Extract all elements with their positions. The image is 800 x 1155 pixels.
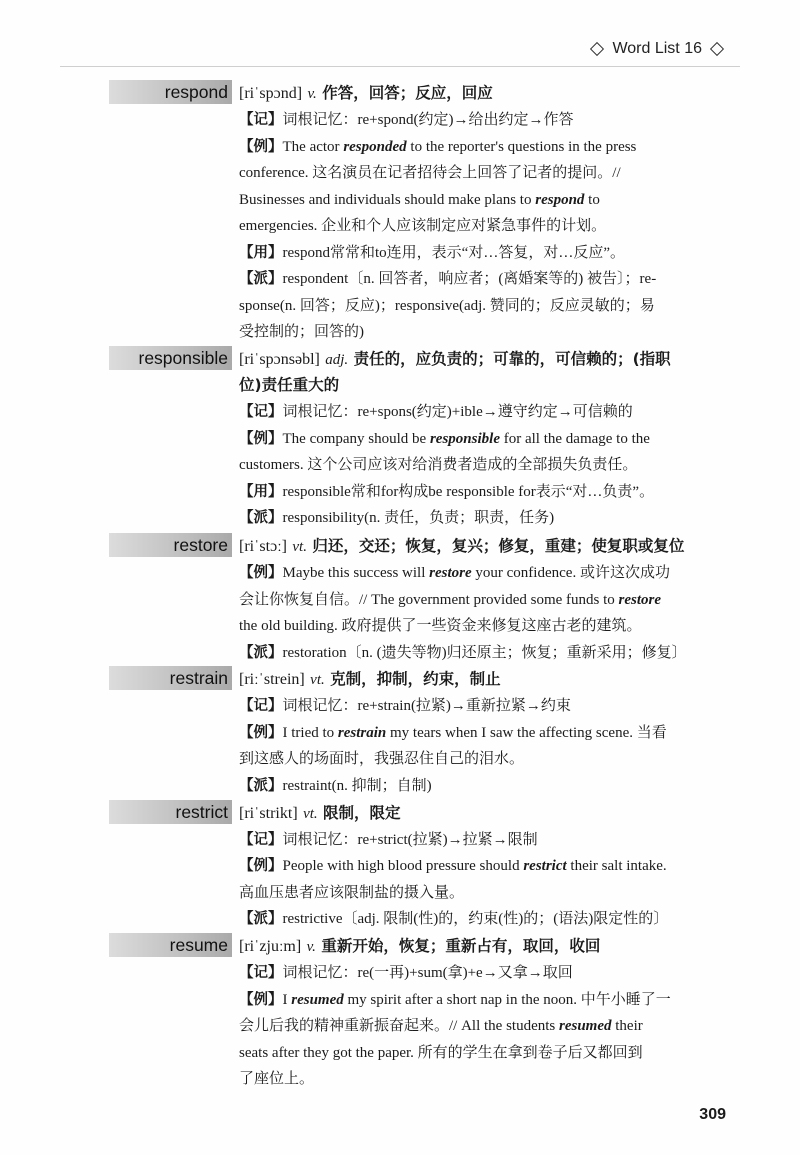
derive-label: 【派】	[239, 778, 283, 794]
derive-label: 【派】	[239, 911, 283, 927]
memory-line	[239, 960, 731, 987]
example-keyword: responded	[343, 139, 407, 155]
meaning: 重新开始，恢复；重新占有，取回，收回	[321, 937, 601, 955]
headword-tag: restrict	[109, 800, 232, 824]
phonetic: [riˈstɔː]	[239, 538, 287, 555]
part-of-speech: vt.	[303, 806, 318, 822]
part-of-speech: v.	[306, 939, 316, 955]
derive-label: 【派】	[239, 271, 283, 287]
headword-line	[239, 934, 731, 959]
usage-text: respond常常和to连用，表示“对…答复，对…反应”。	[282, 245, 625, 261]
derive-line	[239, 640, 731, 667]
example-label: 【例】	[239, 858, 283, 874]
memory-line	[239, 399, 731, 426]
part-of-speech: vt.	[292, 539, 307, 555]
example-keyword: respond	[535, 192, 585, 208]
headword-line	[239, 81, 731, 106]
memory-text: 词根记忆：re+spond(约定)→给出约定→作答	[282, 112, 574, 128]
example-line: 了座位上。	[239, 1071, 315, 1087]
header-divider	[60, 66, 740, 67]
example-text: their salt intake.	[570, 858, 667, 874]
headword-line	[239, 667, 731, 692]
derive-text: restoration〔n. (遗失等物)归还原主；恢复；重新采用；修复〕	[282, 645, 687, 661]
diamond-icon	[710, 42, 724, 56]
derive-text: restraint(n. 抑制；自制)	[282, 778, 432, 794]
derive-text: respondent〔n. 回答者，响应者；(离婚案等的) 被告〕；re-	[282, 271, 657, 287]
example-line: customers. 这个公司应该对给消费者造成的全部损失负责任。	[239, 457, 638, 473]
page-header	[588, 40, 726, 58]
phonetic: [riˈstrikt]	[239, 805, 298, 822]
usage-label: 【用】	[239, 245, 283, 261]
memory-label: 【记】	[239, 965, 283, 981]
derive-line: sponse(n. 回答；反应)；responsive(adj. 赞同的；反应灵敏的；易	[239, 298, 655, 314]
memory-label: 【记】	[239, 832, 283, 848]
derive-line	[239, 505, 731, 532]
example-line	[239, 187, 731, 214]
memory-line	[239, 107, 731, 134]
memory-label: 【记】	[239, 698, 283, 714]
part-of-speech: adj.	[325, 352, 349, 368]
example-keyword: resumed	[559, 1018, 612, 1034]
example-line: conference. 这名演员在记者招待会上回答了记者的提问。//	[239, 165, 621, 181]
example-text: I	[282, 992, 288, 1008]
meaning: 作答，回答；反应，回应	[322, 84, 493, 102]
phonetic: [riˈzjuːm]	[239, 938, 302, 955]
meaning: 限制，限定	[323, 804, 401, 822]
example-keyword: restrict	[523, 858, 567, 874]
example-line	[239, 134, 731, 161]
example-keyword: restore	[618, 592, 662, 608]
example-text: 会让你恢复自信。// The government provided some funds to	[239, 592, 615, 608]
example-text: 会儿后我的精神重新振奋起来。// All the students	[239, 1018, 556, 1034]
example-line	[239, 587, 731, 614]
derive-line	[239, 266, 731, 293]
example-label: 【例】	[239, 565, 283, 581]
example-text: Businesses and individuals should make plans to	[239, 192, 532, 208]
example-text: The company should be	[282, 431, 427, 447]
example-keyword: resumed	[291, 992, 344, 1008]
usage-text: responsible常和for构成be responsible for表示“对…负责”。	[282, 484, 655, 500]
example-line: the old building. 政府提供了一些资金来修复这座古老的建筑。	[239, 618, 642, 634]
headword-tag: restore	[109, 533, 232, 557]
example-label: 【例】	[239, 431, 283, 447]
derive-line: 受控制的；回答的)	[239, 324, 364, 340]
usage-line	[239, 240, 731, 267]
headword-line	[239, 347, 731, 372]
derive-label: 【派】	[239, 510, 283, 526]
example-text: I tried to	[282, 725, 335, 741]
example-line: emergencies. 企业和个人应该制定应对紧急事件的计划。	[239, 218, 607, 234]
memory-label: 【记】	[239, 112, 283, 128]
page-number: 309	[699, 1106, 726, 1123]
derive-line	[239, 906, 731, 933]
example-label: 【例】	[239, 139, 283, 155]
phonetic: [riˈspɔnd]	[239, 85, 303, 102]
example-text: Maybe this success will	[282, 565, 426, 581]
example-text: their	[615, 1018, 643, 1034]
example-line	[239, 987, 731, 1014]
headword-tag: respond	[109, 80, 232, 104]
phonetic: [riːˈstrein]	[239, 671, 305, 688]
usage-label: 【用】	[239, 484, 283, 500]
derive-text: restrictive〔adj. 限制(性)的，约束(性)的；(语法)限定性的〕	[282, 911, 669, 927]
part-of-speech: v.	[307, 86, 317, 102]
example-text: my spirit after a short nap in the noon. 中午小睡了一	[347, 992, 671, 1008]
example-line	[239, 560, 731, 587]
example-line	[239, 426, 731, 453]
example-line	[239, 720, 731, 747]
word-list-title: Word List 16	[612, 40, 702, 57]
example-label: 【例】	[239, 992, 283, 1008]
example-line	[239, 853, 731, 880]
headword-tag: restrain	[109, 666, 232, 690]
derive-label: 【派】	[239, 645, 283, 661]
memory-line	[239, 827, 731, 854]
example-line: seats after they got the paper. 所有的学生在拿到卷子后又都回到	[239, 1045, 643, 1061]
meaning: 责任的，应负责的；可靠的，可信赖的；(指职	[353, 350, 671, 368]
example-label: 【例】	[239, 725, 283, 741]
headword-line	[239, 534, 731, 559]
memory-text: 词根记忆：re+spons(约定)+ible→遵守约定→可信赖的	[282, 404, 633, 420]
memory-text: 词根记忆：re(一再)+sum(拿)+e→又拿→取回	[282, 965, 573, 981]
example-text: my tears when I saw the affecting scene. 当看	[390, 725, 667, 741]
headword-tag: resume	[109, 933, 232, 957]
example-text: to the reporter's questions in the press	[410, 139, 637, 155]
example-keyword: responsible	[429, 431, 500, 447]
example-text: The actor	[282, 139, 340, 155]
example-text: your confidence. 或许这次成功	[475, 565, 670, 581]
example-text: for all the damage to the	[503, 431, 650, 447]
example-line	[239, 1013, 731, 1040]
derive-line	[239, 773, 731, 800]
headword-line	[239, 801, 731, 826]
memory-line	[239, 693, 731, 720]
meaning: 克制，抑制，约束，制止	[330, 670, 501, 688]
example-keyword: restore	[429, 565, 472, 581]
example-line: 高血压患者应该限制盐的摄入量。	[239, 885, 465, 901]
example-keyword: restrain	[337, 725, 387, 741]
memory-text: 词根记忆：re+strain(拉紧)→重新拉紧→约束	[282, 698, 571, 714]
memory-text: 词根记忆：re+strict(拉紧)→拉紧→限制	[282, 832, 538, 848]
phonetic: [riˈspɔnsəbl]	[239, 351, 320, 368]
diamond-icon	[590, 42, 604, 56]
example-line: 到这感人的场面时，我强忍住自己的泪水。	[239, 751, 525, 767]
headword-tag: responsible	[109, 346, 232, 370]
derive-text: responsibility(n. 责任，负责；职责，任务)	[282, 510, 555, 526]
meaning: 归还，交还；恢复，复兴；修复，重建；使复职或复位	[312, 537, 685, 555]
example-text: People with high blood pressure should	[282, 858, 520, 874]
example-text: to	[588, 192, 600, 208]
part-of-speech: vt.	[310, 672, 325, 688]
memory-label: 【记】	[239, 404, 283, 420]
meaning-continued: 位)责任重大的	[239, 376, 340, 394]
usage-line	[239, 479, 731, 506]
